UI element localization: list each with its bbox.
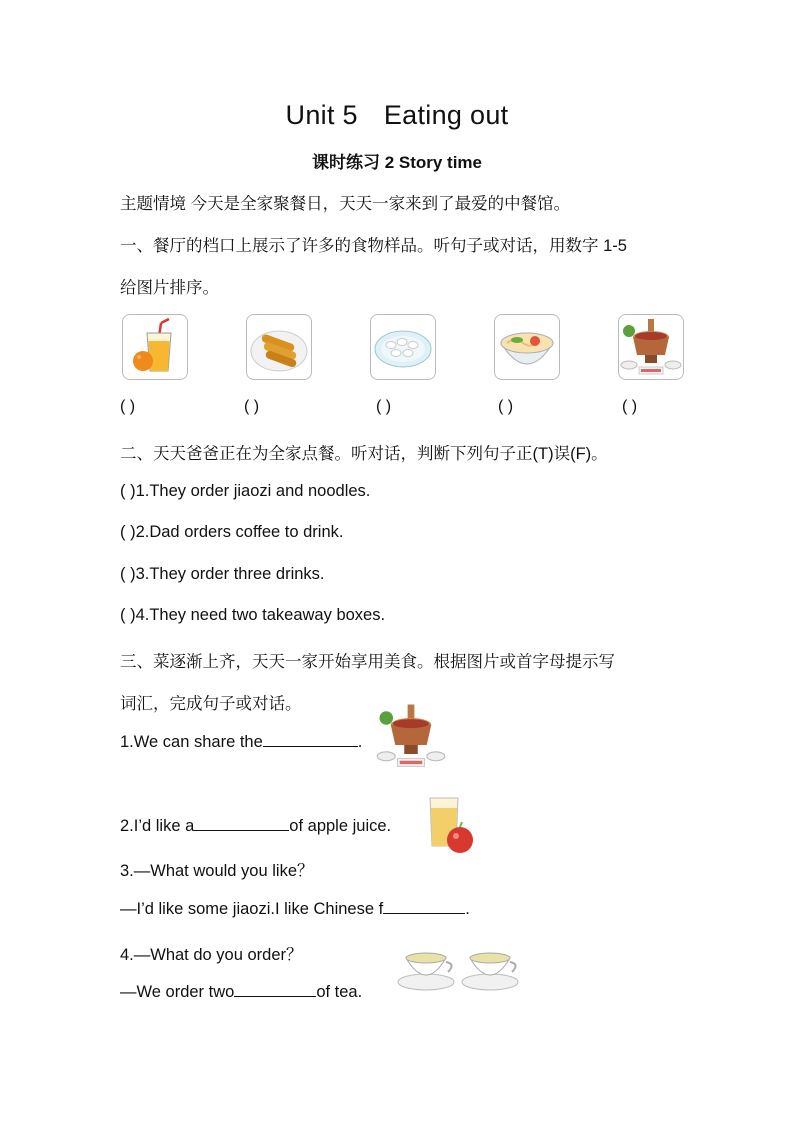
orange-juice-picture	[122, 314, 188, 380]
question-3a: 3.—What would you like？	[120, 862, 314, 880]
q2-blank[interactable]	[194, 816, 289, 831]
spring-rolls-picture	[246, 314, 312, 380]
q2-text: 2.I’d like a	[120, 817, 195, 835]
question-3b	[120, 899, 470, 919]
part2-instruction: 二、天天爸爸正在为全家点餐。听对话，判断下列句子正(T)误(F)。	[120, 445, 608, 463]
question-4b	[120, 982, 362, 1002]
part1-instruction-line1: 一、餐厅的档口上展示了许多的食物样品。听句子或对话，用数字 1-5	[120, 237, 627, 255]
subtitle: 课时练习 2 Story time	[311, 153, 483, 172]
q1-end: .	[357, 733, 363, 751]
answer-paren-2[interactable]: ( )	[244, 398, 260, 415]
part3-instruction-line1: 三、菜逐渐上齐，天天一家开始享用美食。根据图片或首字母提示写	[120, 653, 615, 671]
judge-text: 1.They order jiaozi and noodles.	[135, 482, 371, 500]
q1-text: 1.We can share the	[120, 733, 263, 751]
judge-item-3	[120, 565, 325, 584]
judge-text: 4.They need two takeaway boxes.	[135, 606, 386, 624]
judge-item-2	[120, 523, 343, 542]
q4-blank[interactable]	[234, 982, 316, 997]
judge-paren[interactable]: ( )	[120, 523, 136, 541]
noodles-picture	[494, 314, 560, 380]
tea-cups-hint-picture	[394, 936, 524, 1003]
apple-juice-hint-picture	[424, 794, 476, 861]
question-4a: 4.—What do you order？	[120, 946, 303, 964]
answer-paren-1[interactable]: ( )	[120, 398, 136, 415]
judge-item-4	[120, 606, 385, 625]
judge-text: 2.Dad orders coffee to drink.	[135, 523, 344, 541]
title	[0, 100, 794, 131]
answer-paren-4[interactable]: ( )	[498, 398, 514, 415]
answer-paren-3[interactable]: ( )	[376, 398, 392, 415]
judge-item-1	[120, 482, 370, 501]
q3-blank[interactable]	[383, 899, 465, 914]
intro-text: 主题情境 今天是全家聚餐日，天天一家来到了最爱的中餐馆。	[120, 195, 571, 213]
jiaozi-picture	[370, 314, 436, 380]
q3-text: —I’d like some jiaozi.I like Chinese f	[120, 900, 384, 918]
q3-end: .	[465, 900, 470, 918]
hotpot-picture	[618, 314, 684, 380]
judge-paren[interactable]: ( )	[120, 565, 136, 583]
topic-label: Eating out	[383, 100, 509, 130]
judge-paren[interactable]: ( )	[120, 482, 136, 500]
question-2	[120, 816, 391, 836]
answer-paren-5[interactable]: ( )	[622, 398, 638, 415]
q2-end: of apple juice.	[289, 817, 392, 835]
hotpot-hint-picture	[372, 700, 450, 777]
unit-label: Unit 5	[285, 100, 358, 130]
question-1	[120, 732, 362, 752]
q4-text: —We order two	[120, 983, 235, 1001]
part3-instruction-line2: 词汇，完成句子或对话。	[120, 695, 302, 713]
judge-text: 3.They order three drinks.	[135, 565, 325, 583]
q1-blank[interactable]	[263, 732, 358, 747]
q4-end: of tea.	[316, 983, 363, 1001]
judge-paren[interactable]: ( )	[120, 606, 136, 624]
part1-instruction-line2: 给图片排序。	[120, 279, 219, 297]
